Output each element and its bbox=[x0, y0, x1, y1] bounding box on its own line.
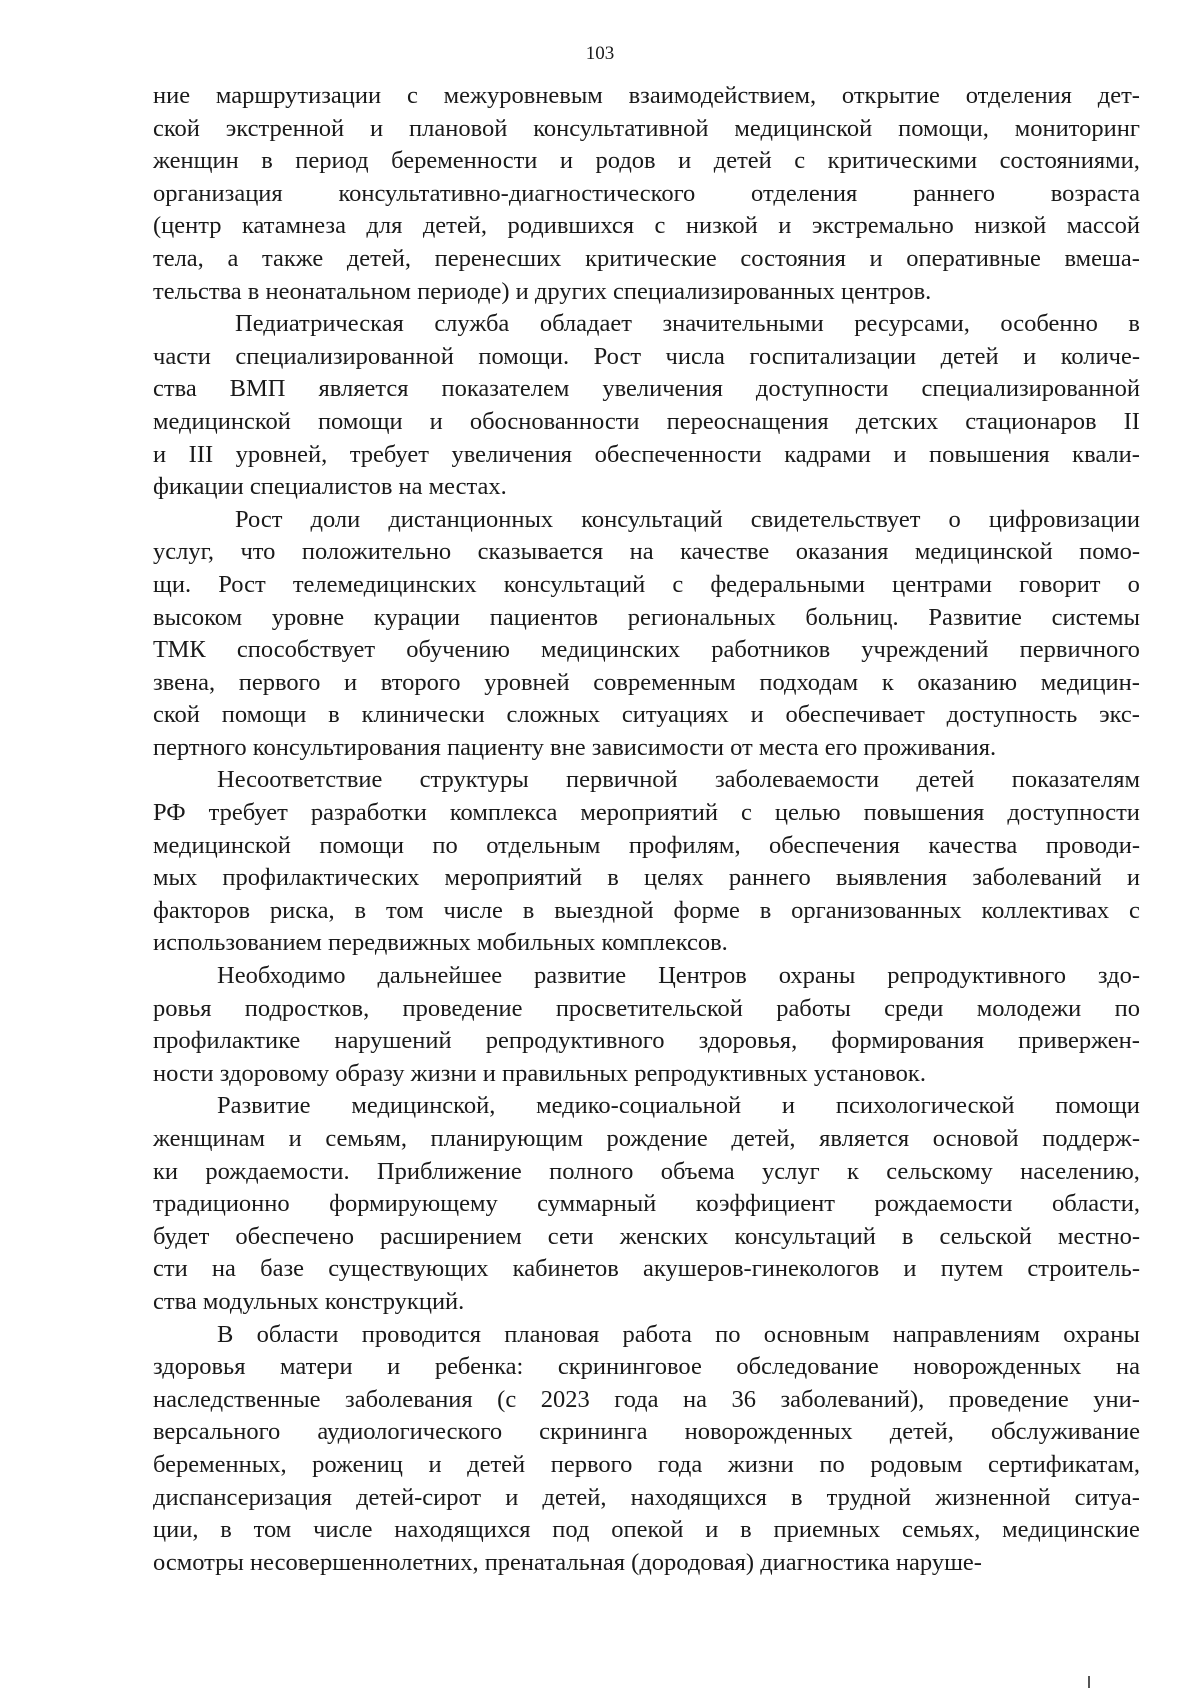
text-line: РФ требует разработки комплекса мероприятий с целью повышения доступности bbox=[153, 799, 1140, 827]
text-line: Несоответствие структуры первичной заболеваемости детей показателям bbox=[217, 766, 1140, 794]
text-line: диспансеризация детей-сирот и детей, находящихся в трудной жизненной ситуа- bbox=[153, 1483, 1140, 1511]
body-text bbox=[153, 80, 1140, 1579]
text-line: фикации специалистов на местах. bbox=[153, 473, 507, 501]
paragraph bbox=[153, 308, 1140, 504]
text-line: будет обеспечено расширением сети женских консультаций в сельской местно- bbox=[153, 1222, 1140, 1250]
paragraph bbox=[153, 764, 1140, 960]
text-line: пертного консультирования пациенту вне зависимости от места его проживания. bbox=[153, 733, 997, 761]
text-line: ства ВМП является показателем увеличения доступности специализированной bbox=[153, 375, 1140, 403]
text-line: использованием передвижных мобильных комплексов. bbox=[153, 929, 728, 957]
text-line: (центр катамнеза для детей, родившихся с низкой и экстремально низкой массой bbox=[153, 212, 1140, 240]
text-line: Рост доли дистанционных консультаций свидетельствует о цифровизации bbox=[235, 505, 1140, 533]
text-line: медицинской помощи и обоснованности переоснащения детских стационаров II bbox=[153, 407, 1140, 435]
text-line: здоровья матери и ребенка: скрининговое обследование новорожденных на bbox=[153, 1353, 1140, 1381]
text-line: осмотры несовершеннолетних, пренатальная (дородовая) диагностика наруше- bbox=[153, 1548, 982, 1576]
text-line: В области проводится плановая работа по основным направлениям охраны bbox=[217, 1320, 1140, 1348]
text-line: мых профилактических мероприятий в целях раннего выявления заболеваний и bbox=[153, 864, 1140, 892]
text-line: ства модульных конструкций. bbox=[153, 1287, 465, 1315]
paragraph bbox=[153, 1090, 1140, 1318]
text-line: наследственные заболевания (с 2023 года на 36 заболеваний), проведение уни- bbox=[153, 1385, 1140, 1413]
text-line: профилактике нарушений репродуктивного здоровья, формирования привержен- bbox=[153, 1027, 1140, 1055]
text-line: ции, в том числе находящихся под опекой и в приемных семьях, медицинские bbox=[153, 1516, 1140, 1544]
paragraph bbox=[153, 1319, 1140, 1580]
text-line: услуг, что положительно сказывается на качестве оказания медицинской помо- bbox=[153, 538, 1140, 566]
text-line: ние маршрутизации с межуровневым взаимодействием, открытие отделения дет- bbox=[153, 82, 1140, 109]
text-line: ской помощи в клинически сложных ситуациях и обеспечивает доступность экс- bbox=[153, 701, 1140, 729]
text-line: высоком уровне курации пациентов региональных больниц. Развитие системы bbox=[153, 603, 1140, 631]
text-line: ности здоровому образу жизни и правильных репродуктивных установок. bbox=[153, 1059, 926, 1087]
text-line: женщин в период беременности и родов и детей с критическими состояниями, bbox=[153, 147, 1140, 175]
page-number: 103 bbox=[585, 43, 615, 64]
text-line: и III уровней, требует увеличения обеспеченности кадрами и повышения квали- bbox=[153, 440, 1140, 468]
paragraph bbox=[153, 504, 1140, 765]
text-line: ровья подростков, проведение просветительской работы среди молодежи по bbox=[153, 994, 1140, 1022]
text-line: ки рождаемости. Приближение полного объема услуг к сельскому населению, bbox=[153, 1157, 1140, 1185]
text-line: сти на базе существующих кабинетов акушеров-гинекологов и путем строитель- bbox=[153, 1255, 1140, 1283]
text-line: ской экстренной и плановой консультативной медицинской помощи, мониторинг bbox=[153, 114, 1140, 142]
text-line: тельства в неонатальном периоде) и других специализированных центров. bbox=[153, 277, 932, 305]
text-line: Необходимо дальнейшее развитие Центров охраны репродуктивного здо- bbox=[217, 962, 1140, 990]
text-line: части специализированной помощи. Рост числа госпитализации детей и количе- bbox=[153, 342, 1140, 370]
text-line: версального аудиологического скрининга новорожденных детей, обслуживание bbox=[153, 1418, 1140, 1446]
text-line: факторов риска, в том числе в выездной форме в организованных коллективах с bbox=[153, 896, 1140, 924]
text-line: беременных, рожениц и детей первого года жизни по родовым сертификатам, bbox=[153, 1450, 1140, 1478]
text-line: тела, а также детей, перенесших критические состояния и оперативные вмеша- bbox=[153, 244, 1140, 272]
text-line: Педиатрическая служба обладает значительными ресурсами, особенно в bbox=[235, 310, 1140, 338]
text-line: женщинам и семьям, планирующим рождение детей, является основой поддерж- bbox=[153, 1125, 1140, 1152]
paragraph bbox=[153, 80, 1140, 308]
text-line: Развитие медицинской, медико-социальной и психологической помощи bbox=[217, 1092, 1140, 1120]
text-line: щи. Рост телемедицинских консультаций с федеральными центрами говорит о bbox=[153, 570, 1140, 598]
scan-mark bbox=[1088, 1676, 1090, 1688]
text-line: организация консультативно-диагностического отделения раннего возраста bbox=[153, 179, 1140, 207]
text-line: звена, первого и второго уровней современным подходам к оказанию медицин- bbox=[153, 668, 1140, 696]
text-line: традиционно формирующему суммарный коэффициент рождаемости области, bbox=[153, 1190, 1140, 1218]
paragraph bbox=[153, 960, 1140, 1090]
text-line: медицинской помощи по отдельным профилям, обеспечения качества проводи- bbox=[153, 831, 1140, 859]
text-line: ТМК способствует обучению медицинских работников учреждений первичного bbox=[153, 636, 1140, 664]
